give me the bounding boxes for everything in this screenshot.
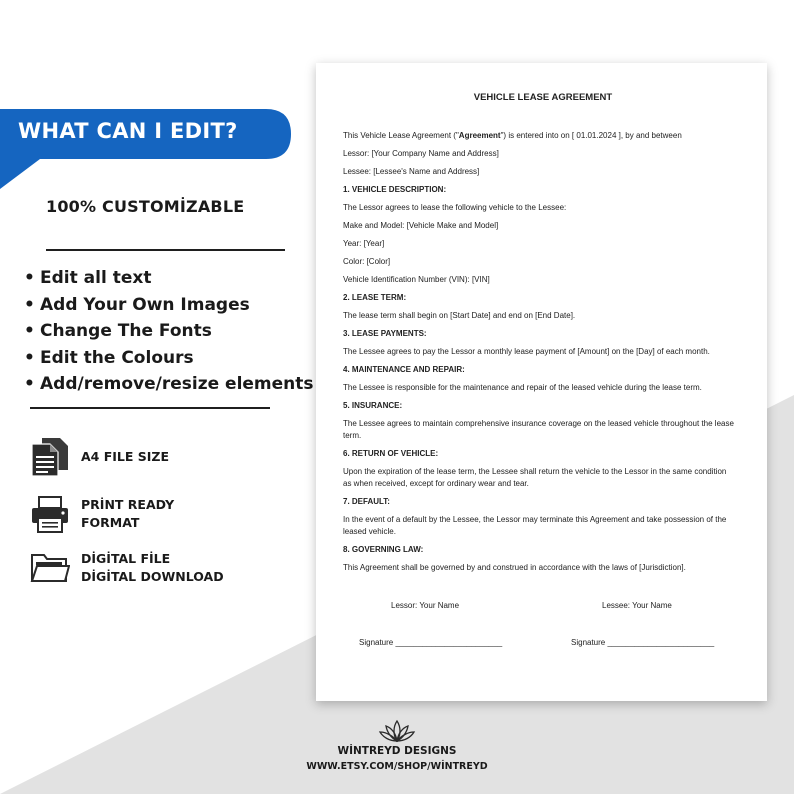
print-ready-line-2: FORMAT: [81, 515, 140, 530]
section-heading: 5. INSURANCE:: [343, 401, 403, 410]
document-file-icon: [30, 437, 70, 477]
section-text: leased vehicle.: [343, 527, 396, 536]
lessee-signature: Signature ________________________: [571, 638, 715, 647]
brand-name: WİNTREYD DESIGNS: [337, 745, 457, 757]
printer-icon: [30, 496, 70, 534]
lessee-name: Lessee: Your Name: [602, 601, 672, 610]
lessor-line: Lessor: [Your Company Name and Address]: [343, 149, 499, 158]
section-heading: 3. LEASE PAYMENTS:: [343, 329, 427, 338]
section-heading: 4. MAINTENANCE AND REPAIR:: [343, 365, 465, 374]
color-line: Color: [Color]: [343, 257, 391, 266]
section-heading: 2. LEASE TERM:: [343, 293, 407, 302]
intro-text-a: This Vehicle Lease Agreement (": [343, 131, 459, 140]
section-heading: 7. DEFAULT:: [343, 497, 390, 506]
section-text: as when received, except for ordinary wear and tear.: [343, 479, 529, 488]
divider-bottom: [30, 407, 270, 409]
year-line: Year: [Year]: [343, 239, 385, 248]
section-text: The lease term shall begin on [Start Date] and end on [End Date].: [343, 311, 576, 320]
digital-file-line-1: DİGİTAL FİLE: [81, 551, 171, 566]
document-title: VEHICLE LEASE AGREEMENT: [473, 92, 613, 103]
intro-text-b: ") is entered into on [ 01.01.2024 ], by and between: [500, 131, 682, 140]
lessee-line: Lessee: [Lessee's Name and Address]: [343, 167, 480, 176]
section-text: In the event of a default by the Lessee, the Lessor may terminate this Agreement and take possession of the: [343, 515, 727, 524]
section-text: The Lessee agrees to pay the Lessor a monthly lease payment of [Amount] on the [Day] of each month.: [343, 347, 710, 356]
digital-file-label: [81, 550, 224, 586]
file-size-text: A4 FILE SIZE: [81, 449, 170, 464]
file-size-label: [81, 448, 169, 466]
document-page: [316, 63, 767, 701]
feature-item: • Add/remove/resize elements: [24, 371, 314, 398]
intro-bold: Agreement: [458, 131, 501, 140]
print-ready-line-1: PRİNT READY: [81, 497, 175, 512]
banner-title: WHAT CAN I EDIT?: [18, 119, 238, 143]
section-text: The Lessee agrees to maintain comprehensive insurance coverage on the leased vehicle throughout the lease: [343, 419, 734, 428]
section-text: The Lessor agrees to lease the following vehicle to the Lessee:: [343, 203, 567, 212]
feature-item: • Change The Fonts: [24, 318, 314, 345]
section-text: term.: [343, 431, 362, 440]
digital-file-line-2: DİGİTAL DOWNLOAD: [81, 569, 224, 584]
make-line: Make and Model: [Vehicle Make and Model]: [343, 221, 499, 230]
section-heading: 1. VEHICLE DESCRIPTION:: [343, 185, 447, 194]
print-ready-label: [81, 496, 174, 532]
feature-item: • Edit the Colours: [24, 345, 314, 372]
section-heading: 6. RETURN OF VEHICLE:: [343, 449, 439, 458]
feature-item: • Edit all text: [24, 265, 314, 292]
vin-line: Vehicle Identification Number (VIN): [VIN]: [343, 275, 490, 284]
feature-item: • Add Your Own Images: [24, 292, 314, 319]
divider-top: [46, 249, 285, 251]
section-heading: 8. GOVERNING LAW:: [343, 545, 424, 554]
folder-icon: [30, 552, 70, 584]
lotus-logo-icon: [378, 719, 416, 743]
section-text: This Agreement shall be governed by and construed in accordance with the laws of [Jurisdiction].: [343, 563, 686, 572]
feature-list: [24, 265, 314, 398]
section-text: The Lessee is responsible for the maintenance and repair of the leased vehicle during the lease term.: [343, 383, 702, 392]
customizable-heading: 100% CUSTOMİZABLE: [46, 197, 245, 216]
section-text: Upon the expiration of the lease term, the Lessee shall return the vehicle to the Lessor in the same condition: [343, 467, 727, 476]
lessor-name: Lessor: Your Name: [391, 601, 460, 610]
intro-paragraph: [343, 130, 743, 142]
brand-url: WWW.ETSY.COM/SHOP/WİNTREYD: [306, 761, 488, 772]
lessor-signature: Signature ________________________: [359, 638, 503, 647]
